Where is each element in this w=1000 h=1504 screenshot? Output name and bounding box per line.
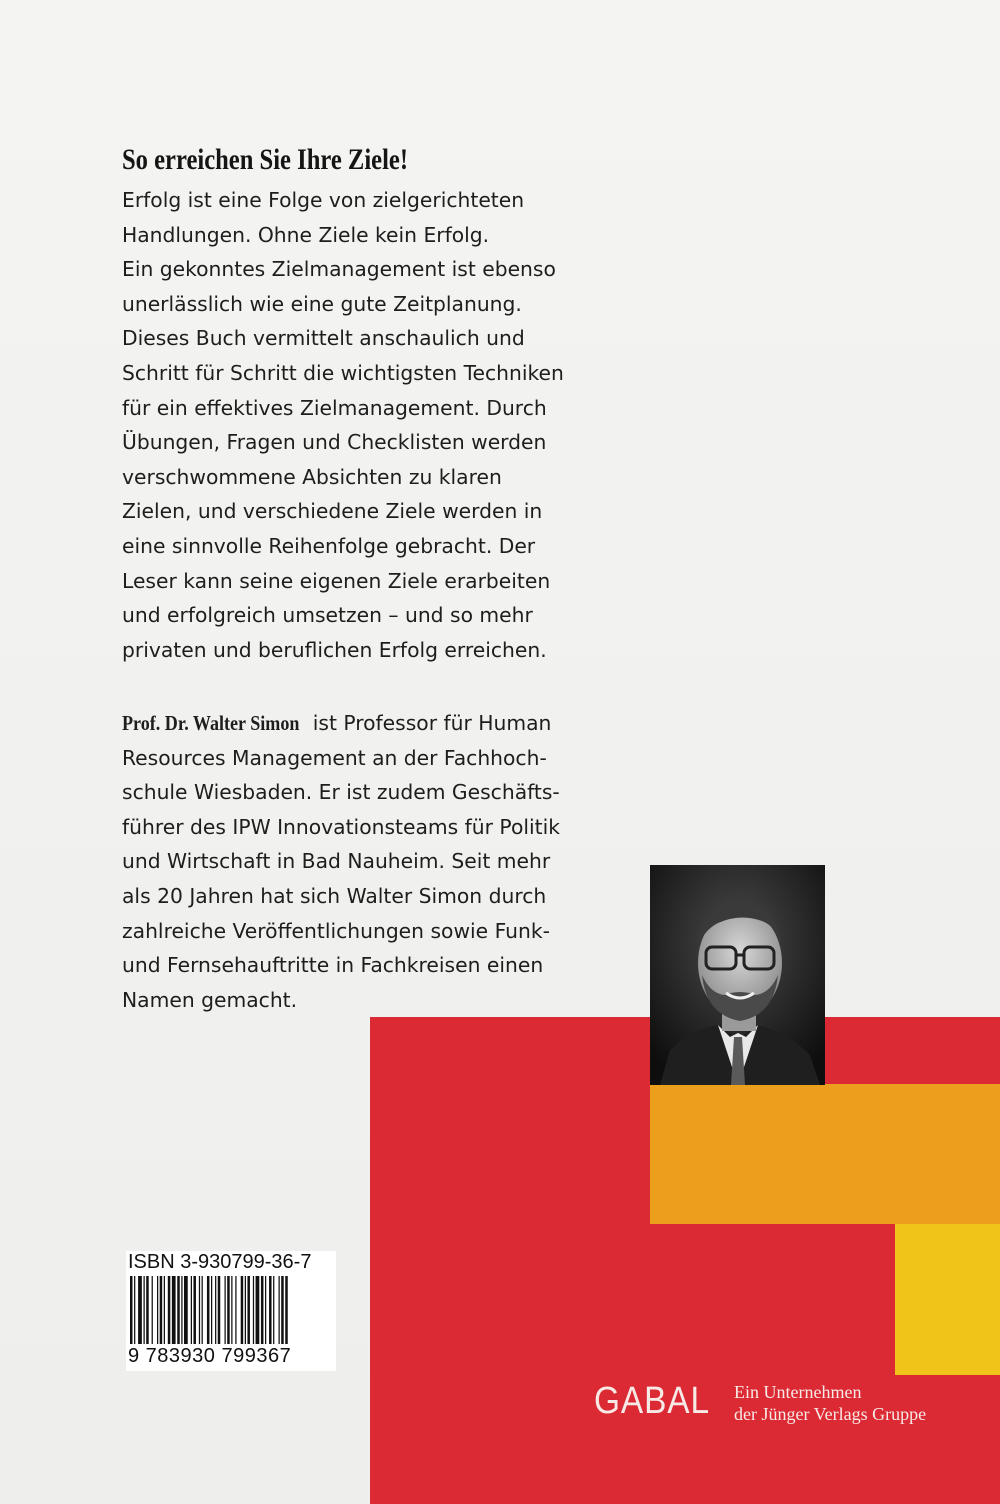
author-bio-line: und Wirtschaft in Bad Nauheim. Seit mehr: [122, 849, 551, 874]
barcode-icon: [128, 1276, 334, 1346]
author-name: Prof. Dr. Walter Simon: [122, 711, 300, 735]
blurb-line: Schritt für Schritt die wichtigsten Techniken: [122, 360, 564, 385]
blurb-line: verschwommene Absichten zu klaren: [122, 464, 502, 489]
blurb-line: für ein effektives Zielmanagement. Durch: [122, 395, 547, 420]
blurb-line: Erfolg ist eine Folge von zielgerichteten: [122, 188, 525, 212]
author-bio-line: führer des IPW Innovationsteams für Politik: [122, 814, 560, 839]
blurb-text: [122, 183, 642, 667]
author-bio-line: Namen gemacht.: [122, 987, 298, 1012]
blurb-line: unerlässlich wie eine gute Zeitplanung.: [122, 291, 522, 316]
author-portrait-photo: [650, 865, 825, 1085]
blurb-line: eine sinnvolle Reihenfolge gebracht. Der: [122, 533, 536, 558]
publisher-tagline-line: Ein Unternehmen: [734, 1382, 862, 1402]
isbn-number: ISBN 3-930799-36-7: [128, 1251, 312, 1273]
author-bio-text: ist Professor für Human: [306, 711, 552, 735]
blurb-title: So erreichen Sie Ihre Ziele!: [122, 143, 409, 176]
author-bio-line: schule Wiesbaden. Er ist zudem Geschäfts-: [122, 780, 560, 805]
author-bio-line: als 20 Jahren hat sich Walter Simon durch: [122, 883, 547, 908]
author-bio-line: zahlreiche Veröffentlichungen sowie Funk-: [122, 918, 550, 943]
publisher-tagline: [734, 1381, 926, 1425]
author-portrait-photo-icon: [650, 865, 825, 1085]
publisher-logo: GABAL: [594, 1380, 710, 1422]
author-bio-first-line: [122, 706, 682, 741]
blurb-line: Zielen, und verschiedene Ziele werden in: [122, 499, 543, 524]
orange-color-block: [650, 1084, 1000, 1224]
yellow-color-block: [895, 1224, 1000, 1375]
author-bio-line: Resources Management an der Fachhoch-: [122, 745, 547, 770]
ean-number: 9 783930 799367: [128, 1345, 292, 1367]
blurb-line: Übungen, Fragen und Checklisten werden: [122, 430, 547, 455]
author-bio-line: und Fernsehauftritte in Fachkreisen einen: [122, 953, 544, 978]
author-bio: [122, 706, 682, 1017]
blurb-line: Dieses Buch vermittelt anschaulich und: [122, 326, 525, 351]
blurb-line: Handlungen. Ohne Ziele kein Erfolg.: [122, 222, 490, 247]
blurb-line: und erfolgreich umsetzen – und so mehr: [122, 603, 533, 628]
publisher-tagline-line: der Jünger Verlags Gruppe: [734, 1404, 927, 1424]
blurb-line: Ein gekonntes Zielmanagement ist ebenso: [122, 257, 556, 282]
blurb-line: privaten und beruflichen Erfolg erreichen.: [122, 637, 547, 662]
blurb-line: Leser kann seine eigenen Ziele erarbeiten: [122, 568, 551, 593]
